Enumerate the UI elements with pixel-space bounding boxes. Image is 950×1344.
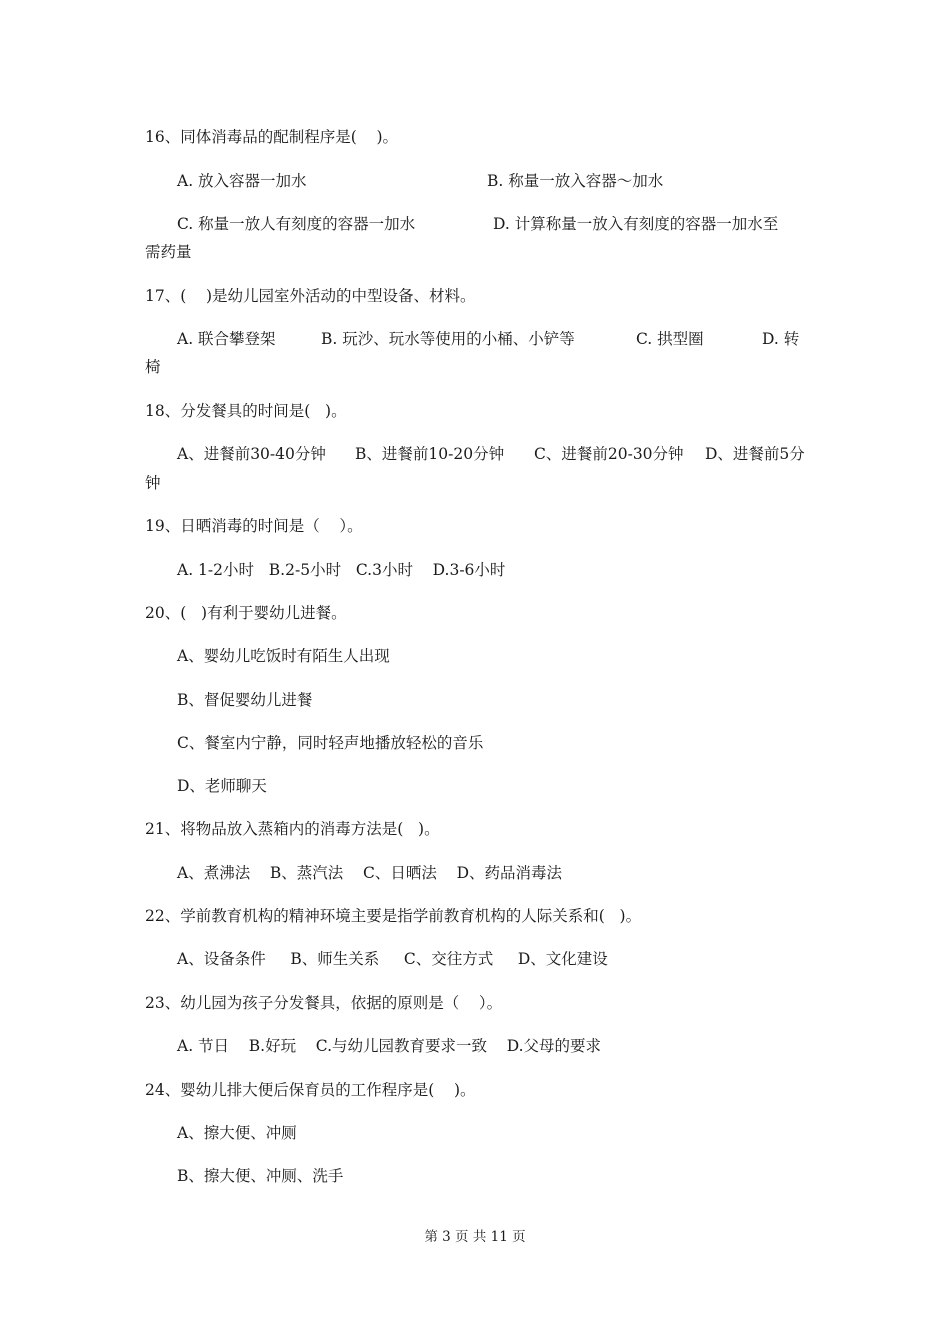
question-21-stem: 21、将物品放入蒸箱内的消毒方法是( )。 — [145, 820, 440, 838]
question-18-option-d: D、进餐前5分 — [705, 445, 805, 463]
question-17-option-b: B. 玩沙、玩水等使用的小桶、小铲等 — [321, 330, 575, 348]
page-footer: 第 3 页 共 11 页 — [424, 1229, 526, 1245]
question-20-option-b: B、督促婴幼儿进餐 — [177, 691, 313, 709]
question-20-stem: 20、( )有利于婴幼儿进餐。 — [145, 604, 347, 622]
question-16-option-d-wrap: 需药量 — [145, 243, 192, 261]
question-18-option-d-wrap: 钟 — [145, 474, 161, 492]
question-23-stem: 23、幼儿园为孩子分发餐具，依据的原则是（ ）。 — [145, 994, 503, 1012]
question-20-option-c: C、餐室内宁静，同时轻声地播放轻松的音乐 — [177, 734, 484, 752]
question-24-option-a: A、擦大便、冲厕 — [177, 1124, 297, 1142]
question-16-option-d: D. 计算称量一放入有刻度的容器一加水至 — [493, 215, 779, 233]
question-16-option-b: B. 称量一放入容器～加水 — [487, 172, 664, 190]
question-19-options: A. 1-2小时 B.2-5小时 C.3小时 D.3-6小时 — [177, 561, 506, 579]
question-23-options: A. 节日 B.好玩 C.与幼儿园教育要求一致 D.父母的要求 — [177, 1037, 602, 1055]
question-16-option-a: A. 放入容器一加水 — [177, 172, 307, 190]
question-17-option-a: A. 联合攀登架 — [177, 330, 276, 348]
question-16-stem: 16、同体消毒品的配制程序是( )。 — [145, 128, 399, 146]
question-21-options: A、煮沸法 B、蒸汽法 C、日晒法 D、药品消毒法 — [177, 864, 562, 882]
question-20-option-d: D、老师聊天 — [177, 777, 267, 795]
question-17-option-c: C. 拱型圈 — [636, 330, 704, 348]
question-22-stem: 22、学前教育机构的精神环境主要是指学前教育机构的人际关系和( )。 — [145, 907, 642, 925]
question-20-option-a: A、婴幼儿吃饭时有陌生人出现 — [177, 647, 390, 665]
question-18-option-c: C、进餐前20-30分钟 — [534, 445, 684, 463]
question-19-stem: 19、日晒消毒的时间是（ ）。 — [145, 517, 363, 535]
question-18-option-b: B、进餐前10-20分钟 — [355, 445, 505, 463]
question-16-option-c: C. 称量一放人有刻度的容器一加水 — [177, 215, 416, 233]
question-22-options: A、设备条件 B、师生关系 C、交往方式 D、文化建设 — [177, 950, 608, 968]
question-17-option-d-wrap: 椅 — [145, 358, 161, 376]
question-18-stem: 18、分发餐具的时间是( )。 — [145, 402, 347, 420]
question-18-option-a: A、进餐前30-40分钟 — [177, 445, 326, 463]
question-24-option-b: B、擦大便、冲厕、洗手 — [177, 1167, 344, 1185]
question-17-stem: 17、( )是幼儿园室外活动的中型设备、材料。 — [145, 287, 476, 305]
question-17-option-d: D. 转 — [762, 330, 800, 348]
question-24-stem: 24、婴幼儿排大便后保育员的工作程序是( )。 — [145, 1081, 476, 1099]
